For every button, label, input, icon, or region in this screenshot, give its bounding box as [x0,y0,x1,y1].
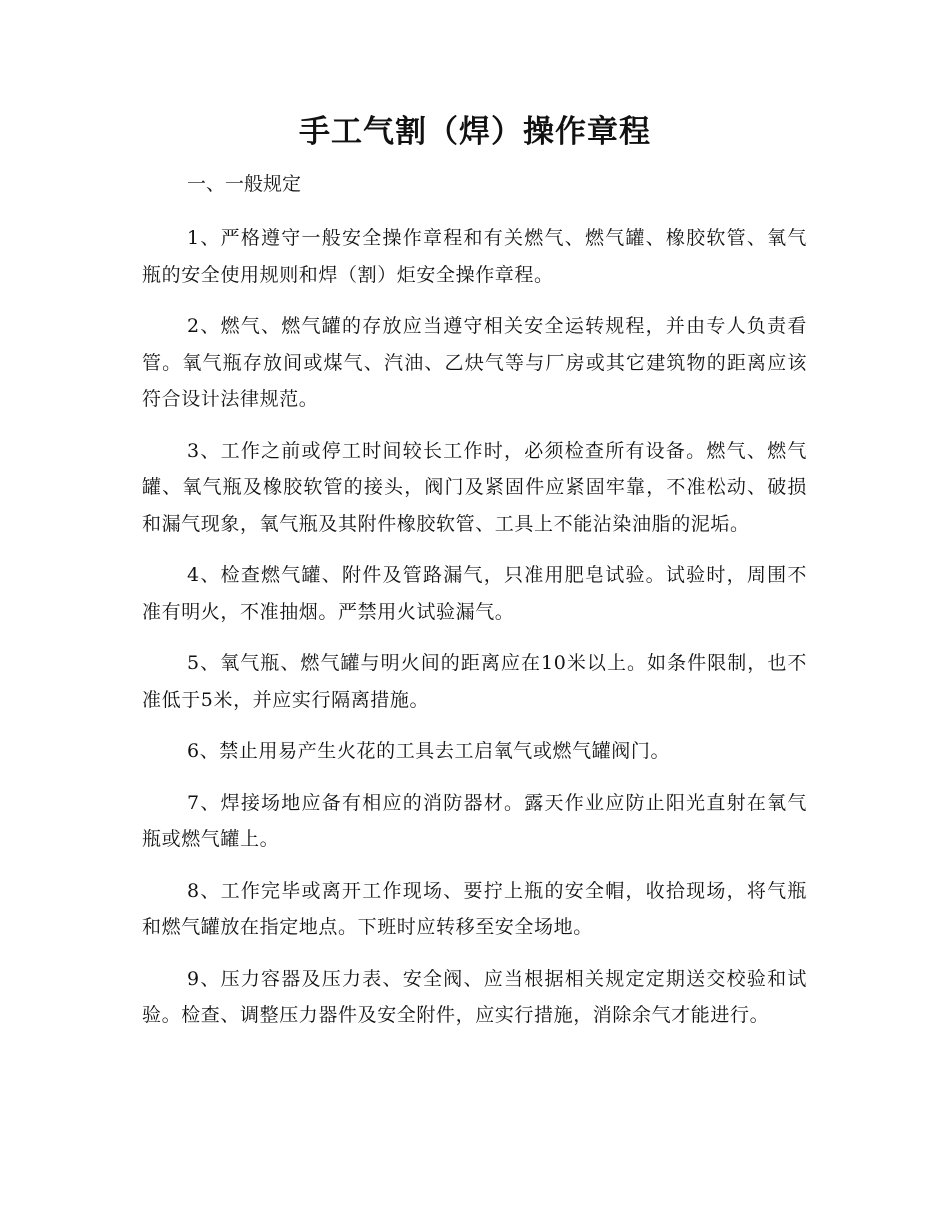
rule-paragraph-2: 2、燃气、燃气罐的存放应当遵守相关安全运转规程，并由专人负责看管。氧气瓶存放间或煤气、汽油、乙炔气等与厂房或其它建筑物的距离应该符合设计法律规范。 [142,315,807,410]
rule-paragraph-8: 8、工作完毕或离开工作现场、要拧上瓶的安全帽，收拾现场，将气瓶和燃气罐放在指定地点。下班时应转移至安全场地。 [142,879,807,938]
rule-paragraph-7: 7、焊接场地应备有相应的消防器材。露天作业应防止阳光直射在氧气瓶或燃气罐上。 [142,791,807,850]
rule-paragraph-5: 5、氧气瓶、燃气罐与明火间的距离应在10米以上。如条件限制，也不准低于5米，并应实行隔离措施。 [142,652,807,711]
section-heading: 一、一般规定 [187,173,302,195]
rule-paragraph-4: 4、检查燃气罐、附件及管路漏气，只准用肥皂试验。试验时，周围不准有明火，不准抽烟。严禁用火试验漏气。 [142,564,807,623]
document-title: 手工气割（焊）操作章程 [299,114,651,150]
rule-paragraph-1: 1、严格遵守一般安全操作章程和有关燃气、燃气罐、橡胶软管、氧气瓶的安全使用规则和焊（割）炬安全操作章程。 [142,227,807,286]
rule-paragraph-9: 9、压力容器及压力表、安全阀、应当根据相关规定定期送交校验和试验。检查、调整压力器件及安全附件，应实行措施，消除余气才能进行。 [142,967,807,1026]
rule-paragraph-3: 3、工作之前或停工时间较长工作时，必须检查所有设备。燃气、燃气罐、氧气瓶及橡胶软管的接头，阀门及紧固件应紧固牢靠，不准松动、破损和漏气现象，氧气瓶及其附件橡胶软管、工具上不能沾染油脂的泥垢。 [142,439,807,535]
rule-paragraph-6: 6、禁止用易产生火花的工具去工启氧气或燃气罐阀门。 [187,740,671,762]
